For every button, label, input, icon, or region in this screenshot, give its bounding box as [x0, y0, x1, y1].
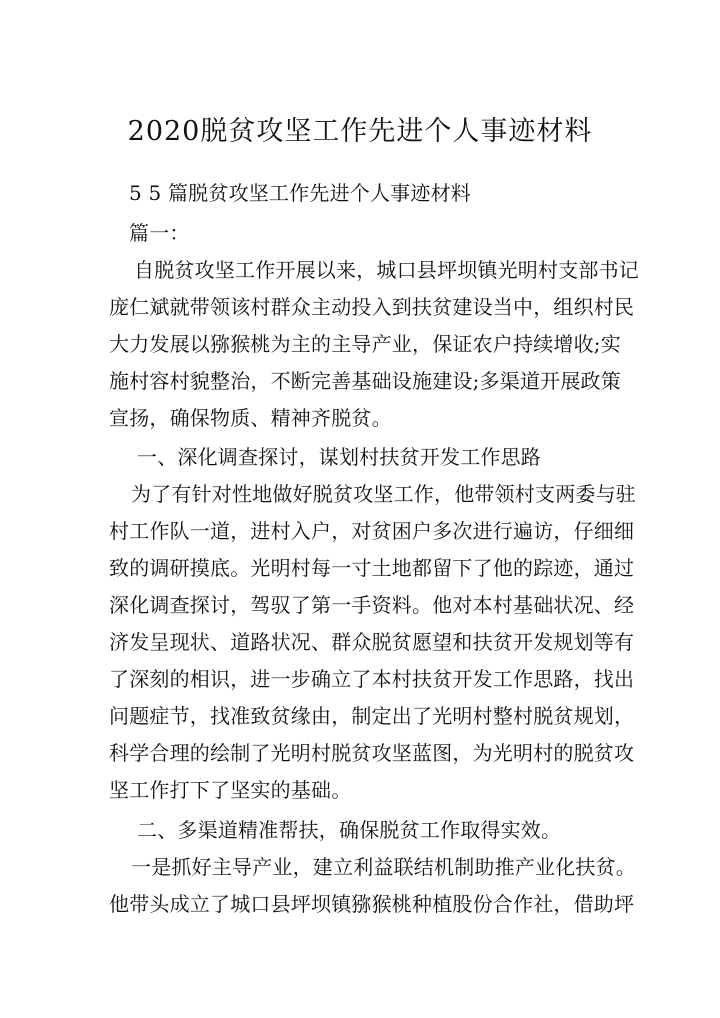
paragraph-line: 坚工作打下了坚实的基础。 [109, 778, 352, 802]
paragraph-line: 村工作队一道，进村入户，对贫困户多次进行遍访，仔细细 [109, 519, 635, 543]
paragraph-line: 施村容村貌整治，不断完善基础设施建设;多渠道开展政策 [109, 369, 621, 393]
paragraph-line: 为了有针对性地做好脱贫攻坚工作，他带领村支两委与驻 [131, 482, 636, 506]
paragraph-line: 一是抓好主导产业，建立利益联结机制助推产业化扶贫。 [131, 855, 636, 879]
paragraph-line: 问题症节，找准致贫缘由，制定出了光明村整村脱贫规划， [109, 704, 635, 728]
paragraph-line: 他带头成立了城口县坪坝镇猕猴桃种植股份合作社，借助坪 [109, 892, 635, 916]
paragraph-line: 了深刻的相识，进一步确立了本村扶贫开发工作思路，找出 [109, 667, 635, 691]
paragraph-line: 庞仁斌就带领该村群众主动投入到扶贫建设当中，组织村民 [109, 295, 635, 319]
section-heading-1: 一、深化调查探讨，谋划村扶贫开发工作思路 [137, 445, 541, 469]
document-subtitle: 5 5 篇脱贫攻坚工作先进个人事迹材料 [129, 181, 471, 205]
paragraph-line: 济发呈现状、道路状况、群众脱贫愿望和扶贫开发规划等有 [109, 630, 635, 654]
paragraph-line: 深化调查探讨，驾驭了第一手资料。他对本村基础状况、经 [109, 593, 635, 617]
paragraph-line: 科学合理的绘制了光明村脱贫攻坚蓝图，为光明村的脱贫攻 [109, 741, 635, 765]
document-title: 2020脱贫攻坚工作先进个人事迹材料 [127, 116, 593, 147]
section-heading-2: 二、多渠道精准帮扶，确保脱贫工作取得实效。 [137, 818, 562, 842]
paragraph-line: 大力发展以猕猴桃为主的主导产业，保证农户持续增收;实 [109, 332, 621, 356]
paragraph-line: 致的调研摸底。光明村每一寸土地都留下了他的踪迹，通过 [109, 556, 635, 580]
section-label: 篇一： [129, 221, 190, 245]
paragraph-line: 宣扬，确保物质、精神齐脱贫。 [109, 406, 392, 430]
paragraph-line: 自脱贫攻坚工作开展以来，城口县坪坝镇光明村支部书记 [134, 258, 639, 282]
